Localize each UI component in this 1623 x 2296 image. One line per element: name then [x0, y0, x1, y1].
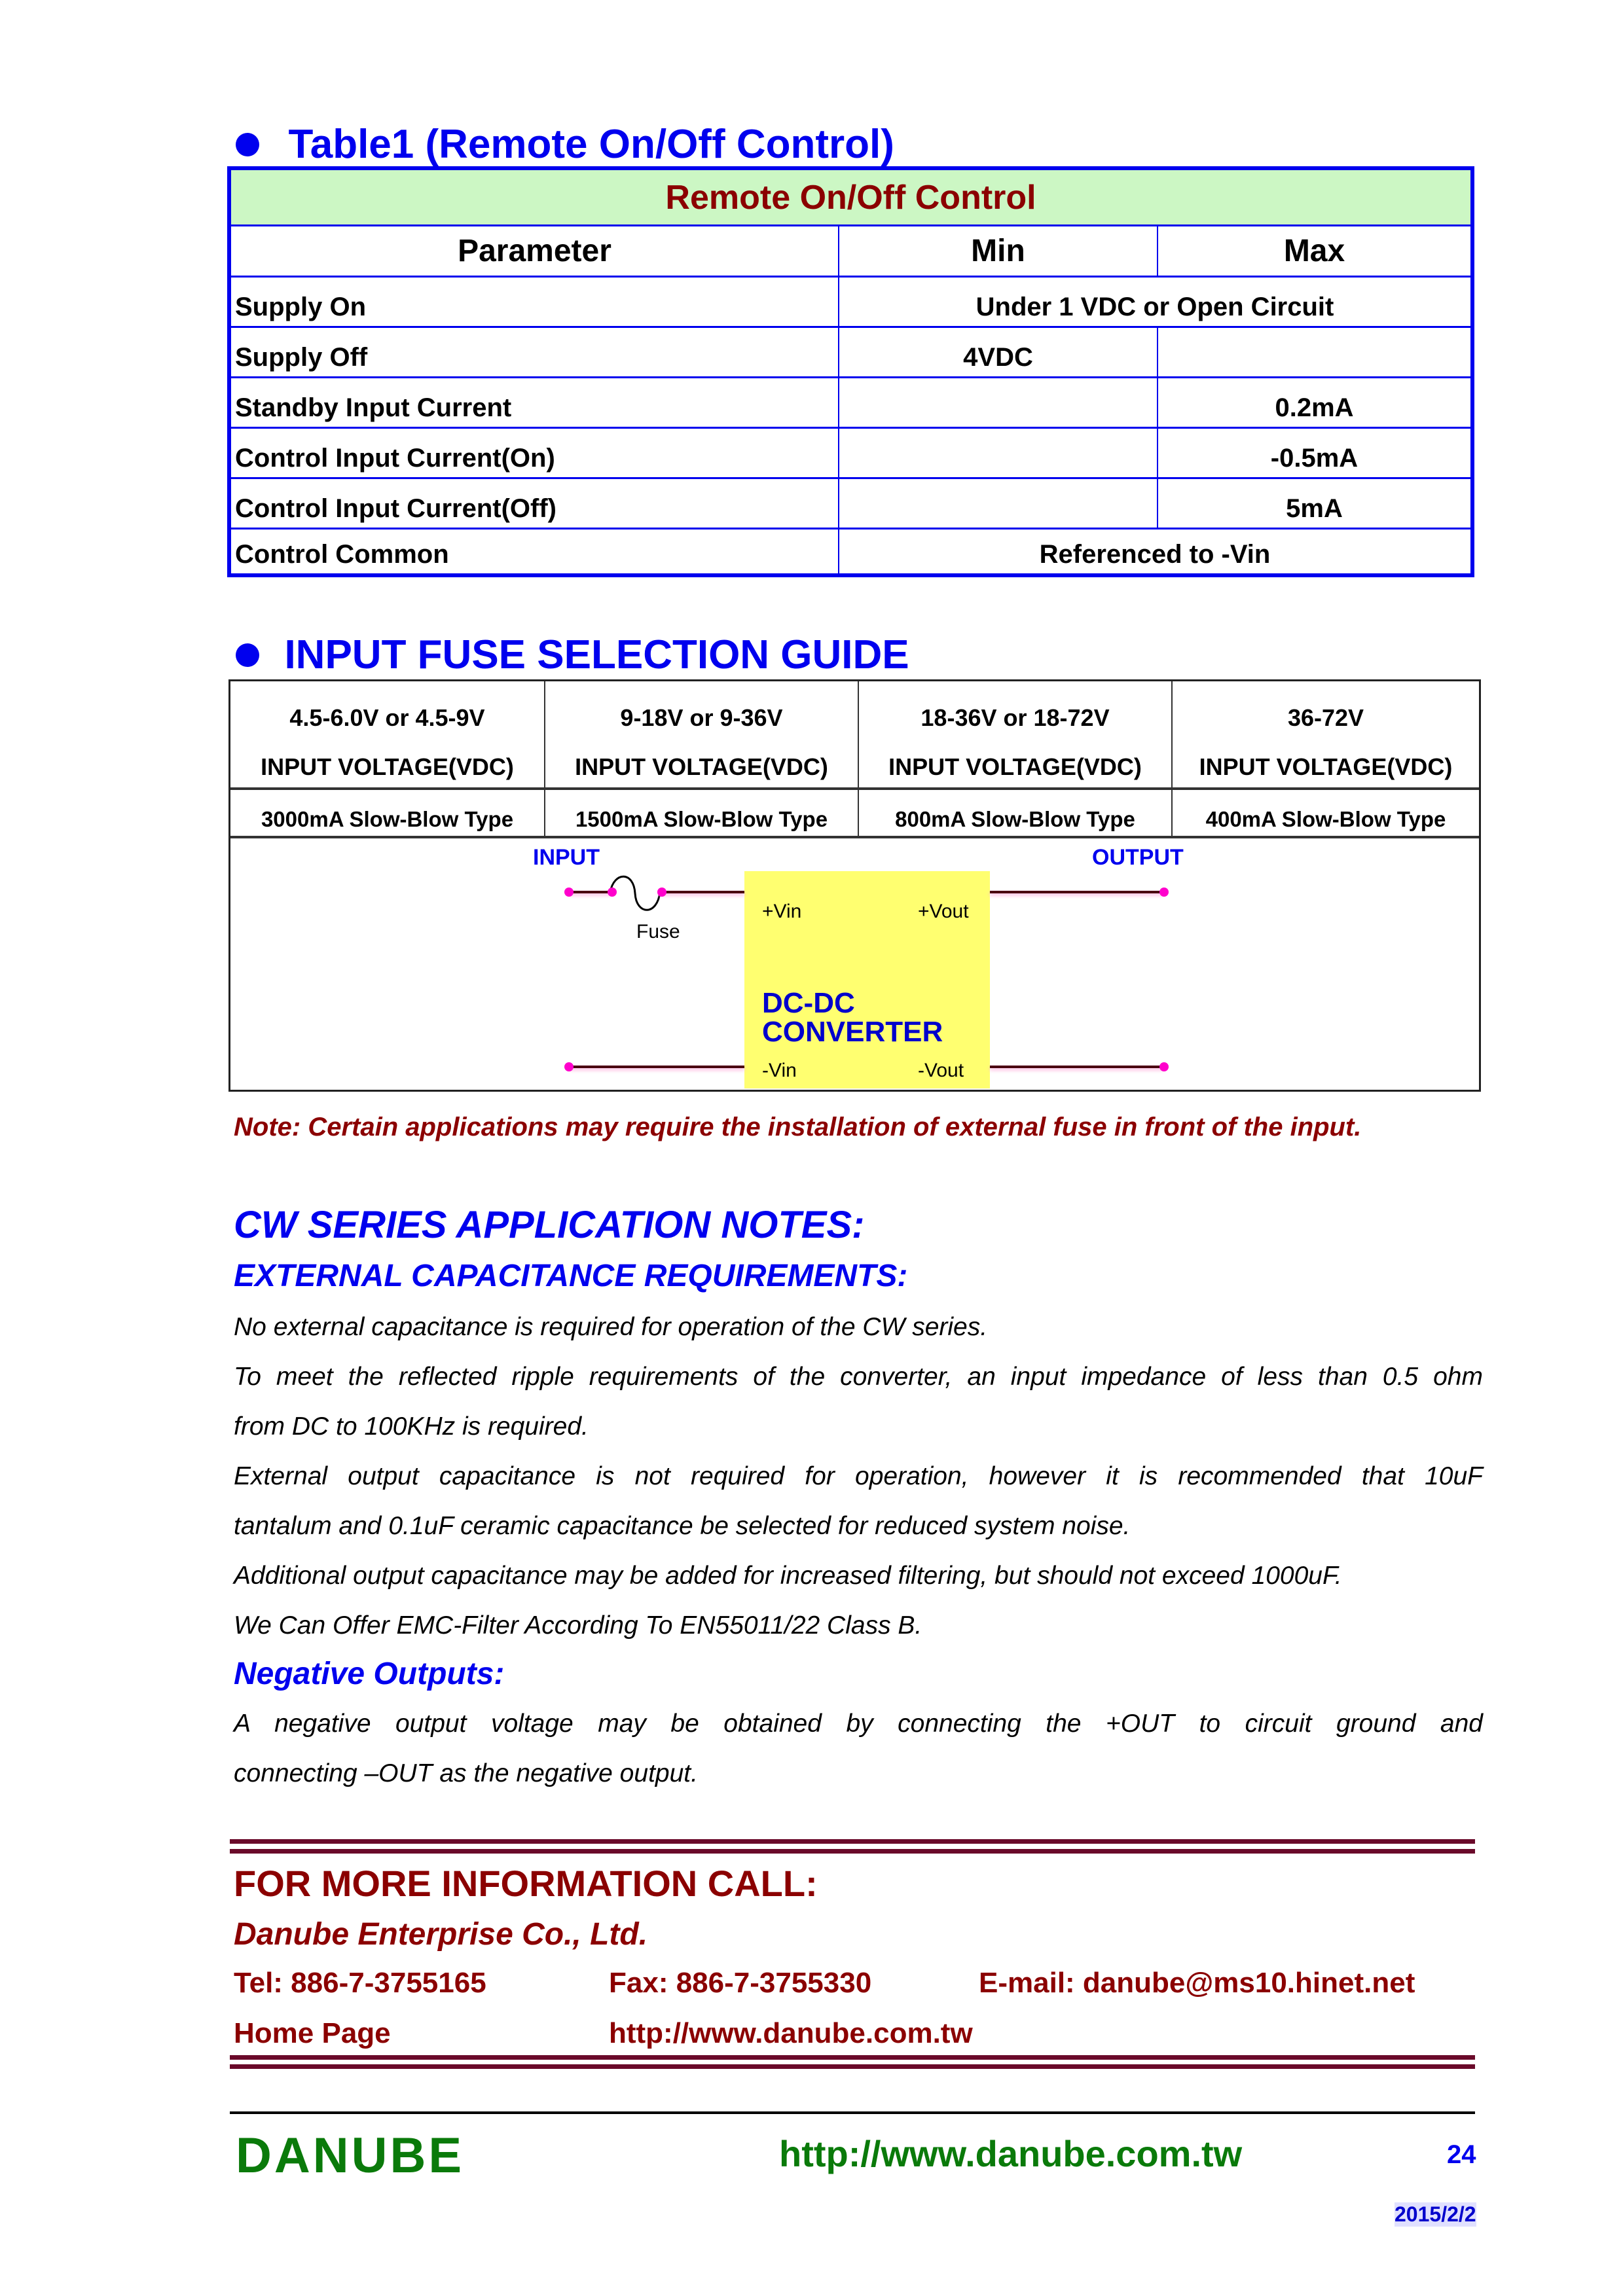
ext-cap-line: External output capacitance is not required for operation, however it is recommended that 10uF	[234, 1462, 1483, 1490]
column-header-max: Max	[1157, 226, 1470, 276]
remote-onoff-table	[227, 166, 1474, 577]
bullet-icon	[236, 133, 259, 156]
row-divider	[230, 787, 1479, 790]
divider-rule	[230, 2064, 1475, 2069]
fuse-column	[544, 681, 858, 838]
bullet-icon	[236, 643, 259, 667]
terminal-dot	[564, 1062, 574, 1071]
table1-heading	[236, 121, 894, 168]
footer-rule	[230, 2111, 1475, 2114]
ext-cap-line: Additional output capacitance may be added for increased filtering, but should not exceed 1000uF.	[234, 1562, 1342, 1590]
pin-plus-vin: +Vin	[762, 901, 802, 922]
voltage-range: 18-36V or 18-72V	[921, 704, 1110, 731]
table-row	[231, 378, 1470, 429]
ext-cap-line: tantalum and 0.1uF ceramic capacitance be selected for reduced system noise.	[234, 1512, 1131, 1540]
voltage-range: 9-18V or 9-36V	[620, 704, 783, 731]
negative-outputs-line: connecting –OUT as the negative output.	[234, 1759, 698, 1787]
table-row	[231, 328, 1470, 378]
terminal-dot	[564, 888, 574, 897]
max-cell	[1157, 328, 1470, 376]
table-title: Remote On/Off Control	[665, 178, 1036, 217]
diagram-input-label: INPUT	[533, 845, 600, 870]
converter-title-line1: DC-DC	[762, 987, 855, 1019]
input-wire-positive	[568, 891, 611, 893]
ext-cap-line: No external capacitance is required for operation of the CW series.	[234, 1313, 988, 1341]
contact-fax: Fax: 886-7-3755330	[609, 1967, 872, 1999]
parameter-cell: Supply On	[235, 293, 366, 321]
ext-cap-line: To meet the reflected ripple requirements of the converter, an input impedance of less than 0.5 ohm	[234, 1363, 1483, 1391]
min-cell	[838, 378, 1157, 427]
max-cell: -0.5mA	[1157, 429, 1470, 477]
fuse-guide-heading-text: INPUT FUSE SELECTION GUIDE	[284, 632, 909, 677]
diagram-output-label: OUTPUT	[1092, 845, 1184, 870]
value-span-cell: Under 1 VDC or Open Circuit	[838, 278, 1470, 326]
app-notes-title: CW SERIES APPLICATION NOTES:	[234, 1204, 865, 1246]
input-voltage-label: INPUT VOLTAGE(VDC)	[575, 753, 828, 780]
output-wire-positive	[990, 891, 1164, 893]
pin-minus-vin: -Vin	[762, 1060, 797, 1081]
fuse-column	[858, 681, 1171, 838]
fuse-rating: 400mA Slow-Blow Type	[1205, 807, 1446, 831]
divider-rule	[230, 1839, 1475, 1844]
input-voltage-label: INPUT VOLTAGE(VDC)	[1199, 753, 1453, 780]
input-voltage-label: INPUT VOLTAGE(VDC)	[261, 753, 514, 780]
fuse-rating: 3000mA Slow-Blow Type	[261, 807, 514, 831]
homepage-link[interactable]: http://www.danube.com.tw	[609, 2017, 973, 2049]
fuse-column	[1171, 681, 1479, 838]
terminal-dot	[657, 888, 666, 897]
value-span-cell: Referenced to -Vin	[838, 529, 1470, 573]
fuse-column	[230, 681, 544, 838]
negative-outputs-line: A negative output voltage may be obtained by connecting the +OUT to circuit ground and	[234, 1710, 1483, 1738]
contact-tel: Tel: 886-7-3755165	[234, 1967, 486, 1999]
fuse-rating: 1500mA Slow-Blow Type	[575, 807, 828, 831]
contact-email[interactable]: E-mail: danube@ms10.hinet.net	[979, 1967, 1415, 1999]
voltage-range: 4.5-6.0V or 4.5-9V	[289, 704, 485, 731]
terminal-dot	[608, 888, 617, 897]
footer-date: 2015/2/2	[1395, 2202, 1476, 2226]
converter-title	[762, 989, 943, 1047]
page-number: 24	[1447, 2140, 1476, 2169]
terminal-dot	[1159, 888, 1169, 897]
fuse-selection-table	[228, 679, 1481, 1092]
table-title-row	[231, 170, 1470, 226]
fuse-label: Fuse	[636, 921, 680, 942]
voltage-range: 36-72V	[1287, 704, 1364, 731]
min-cell	[838, 479, 1157, 528]
fuse-guide-heading	[236, 632, 909, 678]
row-divider	[230, 836, 1479, 838]
ext-cap-heading: EXTERNAL CAPACITANCE REQUIREMENTS:	[234, 1259, 908, 1293]
min-cell: 4VDC	[838, 328, 1157, 376]
divider-rule	[230, 1849, 1475, 1854]
converter-title-line2: CONVERTER	[762, 1016, 943, 1048]
pin-minus-vout: -Vout	[918, 1060, 964, 1081]
fuse-rating: 800mA Slow-Blow Type	[895, 807, 1135, 831]
terminal-dot	[1159, 1062, 1169, 1071]
column-header-parameter: Parameter	[458, 234, 611, 268]
fuse-icon	[608, 875, 663, 921]
footer-url[interactable]: http://www.danube.com.tw	[779, 2133, 1243, 2174]
max-cell: 0.2mA	[1157, 378, 1470, 427]
pin-plus-vout: +Vout	[918, 901, 969, 922]
input-wire-negative	[568, 1066, 744, 1068]
divider-rule	[230, 2055, 1475, 2060]
homepage-label: Home Page	[234, 2017, 391, 2049]
danube-logo: DANUBE	[236, 2128, 465, 2183]
parameter-cell: Control Common	[235, 540, 449, 569]
parameter-cell: Control Input Current(Off)	[235, 494, 556, 523]
input-wire-positive-to-converter	[659, 891, 744, 893]
table1-heading-text: Table1 (Remote On/Off Control)	[288, 122, 894, 167]
negative-outputs-heading: Negative Outputs:	[234, 1657, 505, 1691]
ext-cap-line: We Can Offer EMC-Filter According To EN55011/22 Class B.	[234, 1611, 922, 1640]
ext-cap-line: from DC to 100KHz is required.	[234, 1412, 589, 1441]
max-cell: 5mA	[1157, 479, 1470, 528]
column-header-min: Min	[838, 226, 1157, 276]
parameter-cell: Supply Off	[235, 343, 368, 372]
table-row	[231, 479, 1470, 529]
table-row	[231, 529, 1470, 573]
parameter-cell: Control Input Current(On)	[235, 444, 555, 473]
table-row	[231, 278, 1470, 328]
output-wire-negative	[990, 1066, 1164, 1068]
contact-heading: FOR MORE INFORMATION CALL:	[234, 1863, 818, 1904]
table-header-row	[231, 226, 1470, 278]
parameter-cell: Standby Input Current	[235, 393, 512, 422]
fuse-note: Note: Certain applications may require the installation of external fuse in front of the input.	[234, 1113, 1362, 1141]
table-row	[231, 429, 1470, 479]
min-cell	[838, 429, 1157, 477]
input-voltage-label: INPUT VOLTAGE(VDC)	[888, 753, 1142, 780]
company-name: Danube Enterprise Co., Ltd.	[234, 1917, 648, 1952]
